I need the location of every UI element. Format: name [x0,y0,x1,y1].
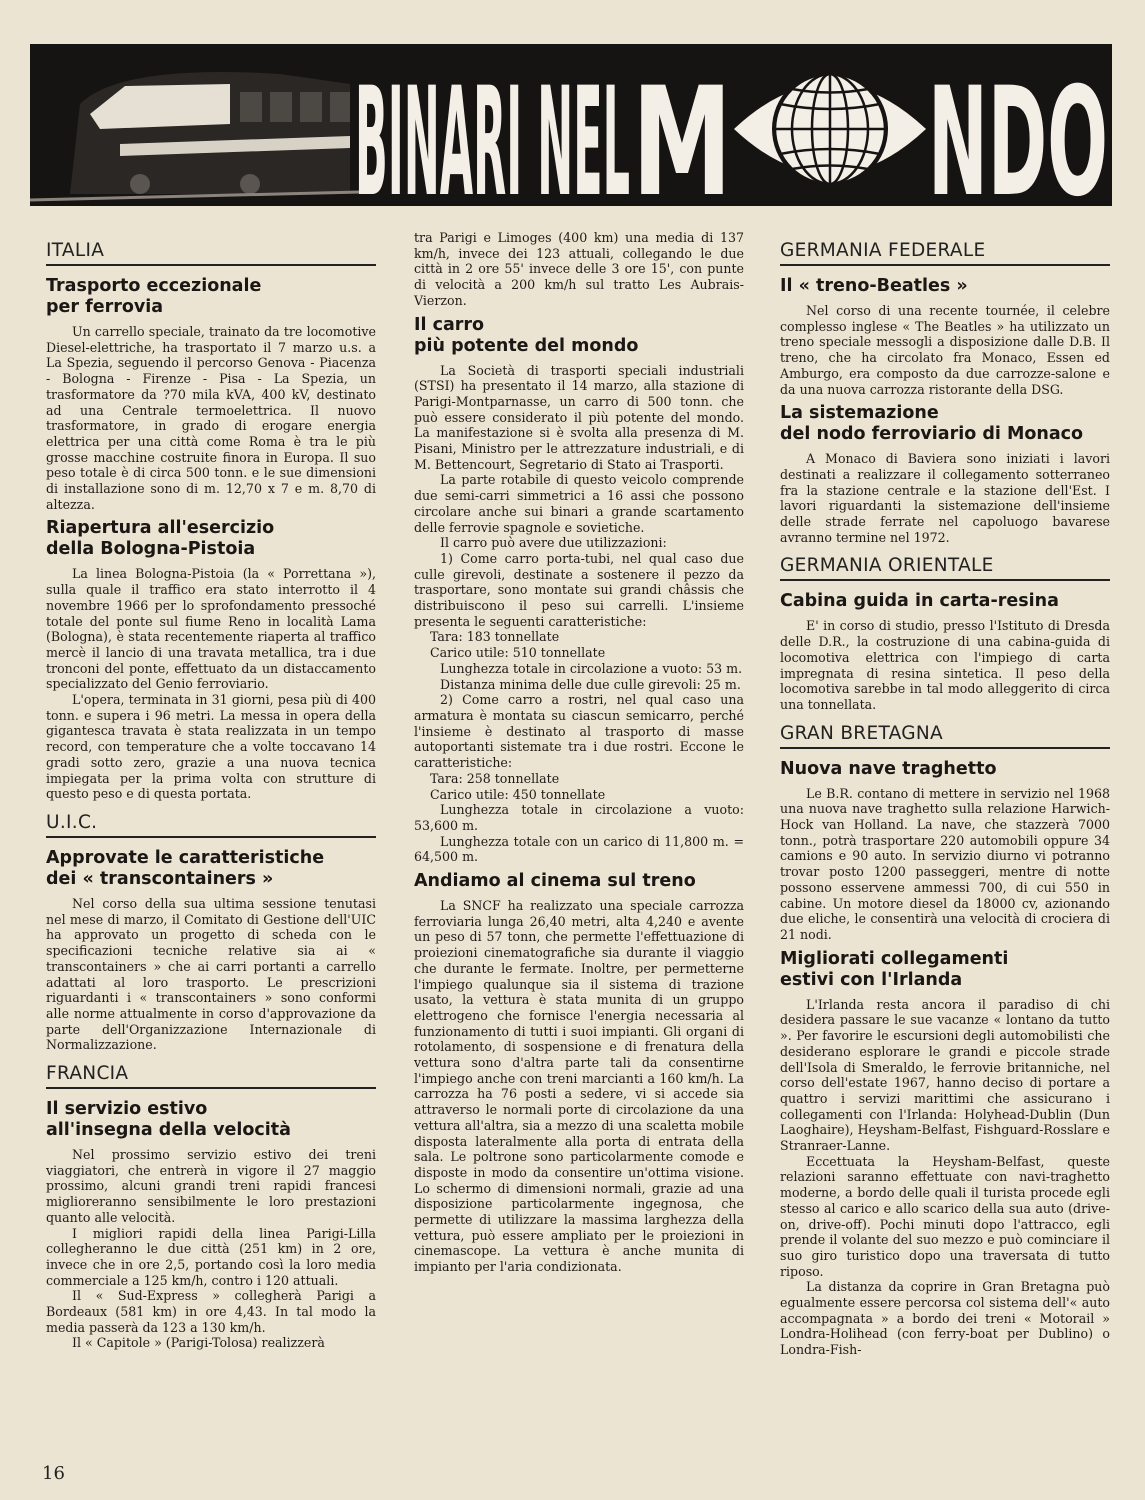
paragraph: I migliori rapidi della linea Parigi-Lilla collegheranno le due città (251 km) in 2 ore, invece che in ore 2,5, portando così la loro media commerciale a 125 km/h, contro i 120 attuali. [46,1225,376,1288]
paragraph: Lunghezza totale in circolazione a vuoto: 53 m. [440,660,743,676]
paragraph: Un carrello speciale, trainato da tre locomotive Diesel-elettriche, ha trasportato il 7 marzo u.s. a La Spezia, seguendo il percorso Genova - Piacenza - Bologna - Firenze - Pisa - La Spezia, un trasformatore da ?70 mila kVA, 400 kV, destinato ad una Centrale termoelettrica. Il nuovo trasformatore, in grado di erogare energia elettrica per una città come Roma è tra le più grosse macchine costruite finora in Europa. Il suo peso totale è di circa 500 tonn. e le sue dimensioni di installazione sono di m. 12,70 x 7 e m. 8,70 di altezza. [46,324,376,512]
article-headline: dei « transcontainers » [46,868,274,889]
column-middle [414,230,744,1275]
paragraph: Distanza minima delle due culle girevoli: 25 m. [440,676,741,692]
spec-line: Tara: 183 tonnellate [430,629,560,645]
paragraph: La SNCF ha realizzato una speciale carrozza ferroviaria lunga 26,40 metri, alta 4,240 e avente un peso di 57 tonn, che permette l'effettuazione di proiezioni cinematografiche sia durante il viaggio che durante le fermate. Inoltre, per permetterne l'impiego qualunque sia il sistema di trazione usato, la vettura è stata munita di un gruppo elettrogeno che fornisce l'energia necessaria al funzionamento di tutti i suoi impianti. Gli organi di rotolamento, di sospensione e di frenatura della vettura sono d'altra parte tali da consentirne l'impiego anche con treni marcianti a 160 km/h. La carrozza ha 76 posti a sedere, vi si accede sia attraverso le normali porte di circolazione da una vettura all'altra, sia a mezzo di una scaletta mobile disposta lateralmente alla porta di entrata della sala. Le poltrone sono particolarmente comode e disposte in modo da consentire un'ottima visione. Lo schermo di dimensioni normali, grazie ad una disposizione particolarmente ingegnosa, che permette di utilizzare la massima larghezza della vettura, può essere ampliato per le proiezioni in cinemascope. La vettura è anche munita di impianto per l'aria condizionata. [414,898,744,1275]
paragraph: Nel corso della sua ultima sessione tenutasi nel mese di marzo, il Comitato di Gestione dell'UIC ha approvato un progetto di scheda con le specificazioni tecniche relative sia ai « transcontainers » che ai carri portanti a carrello adattati al loro trasporto. Le prescrizioni riguardanti i « transcontainers » sono conformi alle norme attualmente in corso d'approvazione da parte dell'Organizzazione Internazionale di Normalizzazione. [46,895,376,1053]
paragraph: tra Parigi e Limoges (400 km) una media di 137 km/h, invece dei 123 attuali, collegando le due città in 2 ore 55' invece delle 3 ore 15', con punte di velocità a 200 km/h sul tratto Les Aubrais-Vierzon. [414,230,744,308]
article-headline: Approvate le caratteristiche [46,847,325,868]
article-headline: Trasporto eccezionale [46,276,262,296]
article-headline: Il carro [414,314,485,335]
spec-line: Carico utile: 450 tonnellate [430,786,606,802]
article-headline: del nodo ferroviario di Monaco [780,424,1084,445]
paragraph: Il « Sud-Express » collegherà Parigi a Bordeaux (581 km) in ore 4,43. In tal modo la media passerà da 123 a 130 km/h. [46,1288,376,1335]
paragraph: La Società di trasporti speciali industriali (STSI) ha presentato il 14 marzo, alla stazione di Parigi-Montparnasse, un carro di 500 tonn. che può essere considerato il più potente del mondo. La manifestazione si è svolta alla presenza di M. Pisani, Ministro per le attrezzature industriali, e di M. Bettencourt, Segretario di Stato ai Trasporti. [414,362,744,472]
paragraph: A Monaco di Baviera sono iniziati i lavori destinati a realizzare il collegamento sotterraneo fra la stazione centrale e la stazione dell'Est. I lavori riguardanti la sistemazione dell'insieme delle strade ferrate nel capoluogo bavarese avranno termine nel 1972. [780,451,1110,545]
article-headline: Migliorati collegamenti [780,948,1009,969]
paragraph: Eccettuata la Heysham-Belfast, queste relazioni saranno effettuate con navi-traghetto moderne, a bordo delle quali il turista procede egli stesso al carico e allo scarico della sua auto (drive-on, drive-off). Pochi minuti dopo l'attracco, egli prende il volante del suo mezzo e può cominciare il suo giro turistico dopo una traversata di tutto riposo. [780,1153,1110,1279]
article-headline: della Bologna-Pistoia [46,539,256,560]
section-heading: FRANCIA [46,1059,376,1089]
paragraph: 2) Come carro a rostri, nel qual caso una armatura è montata su ciascun semicarro, perché l'insieme è destinato al trasporto di masse autoportanti sistemate tra i due rostri. Eccone le caratteristiche: [414,692,744,771]
article-headline: per ferrovia [46,297,164,317]
masthead-banner [30,44,1112,206]
column-right [780,230,1110,1358]
globe-eye-icon [734,71,926,187]
section-heading: GERMANIA ORIENTALE [780,551,1110,581]
section-heading: ITALIA [46,236,376,266]
paragraph: La parte rotabile di questo veicolo comprende due semi-carri simmetrici a 16 assi che possono circolare anche sui binari a grande scartamento delle ferrovie spagnole e sovietiche. [414,472,744,535]
page-number: 16 [42,1463,65,1484]
article-headline: estivi con l'Irlanda [780,969,963,990]
article-headline: Nuova nave traghetto [780,758,997,779]
paragraph: La distanza da coprire in Gran Bretagna può egualmente essere percorsa col sistema dell'« auto accompagnata » a bordo dei treni « Motorail » Londra-Holihead (con ferry-boat per Dublino) o Londra-Fish- [780,1279,1110,1358]
article-headline: Cabina guida in carta-resina [780,591,1059,612]
article-headline: Andiamo al cinema sul treno [414,871,696,892]
paragraph: Le B.R. contano di mettere in servizio nel 1968 una nuova nave traghetto sulla relazione Harwich-Hock van Holland. La nave, che stazzerà 7000 tonn., potrà trasportare 220 automobili oppure 34 camions e 90 auto. In servizio diurno vi potranno trovar posto 1200 passeggeri, mentre di notte possono esservene ammessi 700, di cui 550 in cabine. Un motore diesel da 18000 cv, azionando due eliche, le consentirà una velocità di crociera di 21 nodi. [780,785,1110,942]
article-headline: Il « treno-Beatles » [780,276,968,296]
spec-line: Carico utile: 510 tonnellate [430,645,606,661]
article-headline: più potente del mondo [414,335,639,356]
paragraph: Lunghezza totale in circolazione a vuoto: 53,600 m. [414,802,744,833]
article-headline: Il servizio estivo [46,1099,208,1120]
masthead-art [30,44,1112,206]
paragraph: L'Irlanda resta ancora il paradiso di chi desidera passare le sue vacanze « lontano da tutto ». Per favorire le escursioni degli automobilisti che desiderano esplorare le grandi e piccole strade dell'Isola di Smeraldo, le ferrovie britanniche, nel corso dell'estate 1967, hanno deciso di portare a quattro i servizi marittimi che assicurano i collegamenti con l'Irlanda: Holyhead-Dublin (Dun Laoghaire), Heysham-Belfast, Fishguard-Rosslare e Stranraer-Lanne. [780,996,1110,1154]
paragraph: 1) Come carro porta-tubi, nel qual caso due culle girevoli, destinate a sostenere il pezzo da trasportare, sono montate sui grandi châssis che distribuiscono il peso sui carrelli. L'insieme presenta le seguenti caratteristiche: [414,550,744,629]
title-left: BINARI NEL [355,56,630,206]
paragraph: La linea Bologna-Pistoia (la « Porrettana »), sulla quale il traffico era stato interrotto il 4 novembre 1966 per lo sprofondamento pressoché totale del ponte sul fiume Reno in località Lama (Bologna), è stata recentemente riaperta al traffico mercè il lancio di una travata metallica, tra i due tronconi del ponte, effettuato da un distaccamento specializzato del Genio ferroviario. [46,566,376,692]
paragraph: Lunghezza totale con un carico di 11,800 m. = 64,500 m. [414,833,744,865]
spec-line: Tara: 258 tonnellate [430,770,560,786]
paragraph: L'opera, terminata in 31 giorni, pesa più di 400 tonn. e supera i 96 metri. La messa in opera della gigantesca travata è stata realizzata in un tempo record, con temperature che a volte toccavano 14 gradi sotto zero, grazie a una nuova tecnica impiegata per la prima volta con strutture di questo peso e di questa portata. [46,692,376,802]
paragraph: Il « Capitole » (Parigi-Tolosa) realizzerà [72,1335,325,1351]
section-heading: GERMANIA FEDERALE [780,236,1110,266]
article-headline: La sistemazione [780,403,939,424]
title-right: NDO [928,56,1108,206]
title-m: M [632,56,732,206]
paragraph: Il carro può avere due utilizzazioni: [440,535,667,551]
article-headline: Riapertura all'esercizio [46,518,275,539]
paragraph: Nel corso di una recente tournée, il celebre complesso inglese « The Beatles » ha utilizzato un treno speciale messogli a disposizione dalle D.B. Il treno, che ha circolato fra Monaco, Essen ed Amburgo, era composto da due carrozze-salone e da una nuova carrozza ristorante della DSG. [780,303,1110,397]
paragraph: E' in corso di studio, presso l'Istituto di Dresda delle D.R., la costruzione di una cabina-guida di locomotiva elettrica con l'impiego di carta impregnata di resina sintetica. Il peso della locomotiva sarebbe in tal modo alleggerito di circa una tonnellata. [780,618,1110,712]
section-heading: GRAN BRETAGNA [780,719,1110,749]
section-heading: U.I.C. [46,808,376,838]
column-left [46,230,376,1351]
article-headline: all'insegna della velocità [46,1120,291,1141]
locomotive-illustration [30,44,360,206]
paragraph: Nel prossimo servizio estivo dei treni viaggiatori, che entrerà in vigore il 27 maggio prossimo, alcuni grandi treni rapidi francesi miglioreranno sensibilmente le loro prestazioni quanto alle velocità. [46,1147,376,1225]
